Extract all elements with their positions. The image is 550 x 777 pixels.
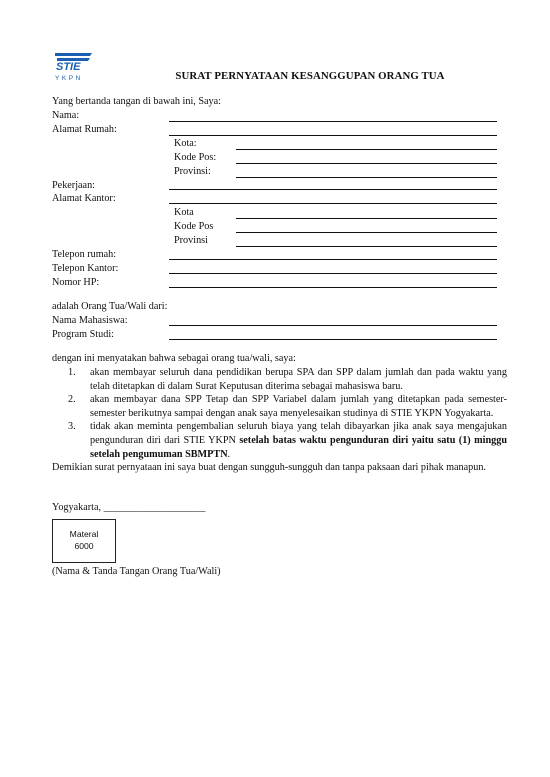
field-line-program-studi[interactable] [169, 339, 497, 340]
item-text-bold: setelah batas waktu pengunduran diri yaitu satu (1) minggu setelah pengumuman SBMPTN [90, 434, 507, 460]
label-program-studi: Program Studi: [52, 329, 114, 340]
field-line-kode-pos-kantor[interactable] [236, 232, 497, 233]
field-line-nomor-hp[interactable] [169, 287, 497, 288]
field-line-provinsi[interactable] [236, 177, 497, 178]
stamp-line-1: Materal [69, 529, 99, 539]
field-line-kota-kantor[interactable] [236, 218, 497, 219]
label-kode-pos-kantor: Kode Pos [174, 221, 214, 232]
field-line-kota[interactable] [236, 149, 497, 150]
statement-item-2 [68, 393, 507, 420]
field-line-alamat-rumah[interactable] [169, 135, 497, 136]
statement-list [52, 366, 507, 461]
label-kota: Kota: [174, 138, 197, 149]
label-nomor-hp: Nomor HP: [52, 277, 100, 288]
item-number: 2. [68, 394, 76, 406]
intro-text: Yang bertanda tangan di bawah ini, Saya: [52, 96, 221, 107]
stie-ykpn-logo [52, 50, 94, 84]
stamp-line-2: 6000 [74, 541, 94, 551]
document-title: SURAT PERNYATAAN KESANGGUPAN ORANG TUA [175, 70, 445, 82]
closing-text: Demikian surat pernyataan ini saya buat dengan sungguh-sungguh dan tanpa paksaan dari pihak manapun. [52, 462, 486, 473]
svg-text:STIE: STIE [56, 61, 81, 73]
label-provinsi: Provinsi: [174, 166, 211, 177]
label-telepon-rumah: Telepon rumah: [52, 249, 117, 260]
field-line-nama[interactable] [169, 121, 497, 122]
statement-intro: dengan ini menyatakan bahwa sebagai orang tua/wali, saya: [52, 353, 296, 364]
item-text: akan membayar dana SPP Tetap dan SPP Variabel dalam jumlah yang ditetapkan pada semester-semester berikutnya sampai dengan anak saya menyelesaikan studinya di STIE YKPN Yogyakarta. [90, 394, 507, 419]
item-number: 3. [68, 421, 76, 433]
wali-intro: adalah Orang Tua/Wali dari: [52, 301, 168, 312]
label-nama-mahasiswa: Nama Mahasiswa: [52, 315, 128, 326]
field-line-kode-pos[interactable] [236, 163, 497, 164]
item-text-end: . [227, 448, 231, 460]
materai-stamp-box [52, 519, 116, 563]
label-nama: Nama: [52, 110, 80, 121]
signature-caption: (Nama & Tanda Tangan Orang Tua/Wali) [52, 566, 221, 577]
field-line-alamat-kantor[interactable] [169, 203, 497, 204]
label-alamat-rumah: Alamat Rumah: [52, 124, 117, 135]
field-line-provinsi-kantor[interactable] [236, 246, 497, 247]
field-line-pekerjaan[interactable] [169, 189, 497, 190]
statement-item-1 [68, 366, 507, 393]
label-telepon-kantor: Telepon Kantor: [52, 263, 119, 274]
label-kota-kantor: Kota [174, 207, 194, 218]
label-pekerjaan: Pekerjaan: [52, 180, 95, 191]
label-provinsi-kantor: Provinsi [174, 235, 208, 246]
statement-item-3 [68, 420, 507, 461]
field-line-telepon-rumah[interactable] [169, 259, 497, 260]
item-text: tidak akan meminta pengembalian seluruh biaya yang telah dibayarkan jika anak saya mengajukan pengunduran diri dari STIE YKPN [90, 421, 507, 446]
label-kode-pos: Kode Pos: [174, 152, 217, 163]
svg-text:YKPN: YKPN [55, 75, 83, 82]
item-number: 1. [68, 367, 76, 378]
item-text: akan membayar seluruh dana pendidikan berupa SPA dan SPP dalam jumlah dan pada waktu yang telah ditetapkan di dalam Surat Keputusan diterima sebagai mahasiswa baru. [90, 367, 507, 392]
place-date: Yogyakarta, ____________________ [52, 502, 206, 513]
label-alamat-kantor: Alamat Kantor: [52, 193, 116, 204]
field-line-nama-mahasiswa[interactable] [169, 325, 497, 326]
field-line-telepon-kantor[interactable] [169, 273, 497, 274]
